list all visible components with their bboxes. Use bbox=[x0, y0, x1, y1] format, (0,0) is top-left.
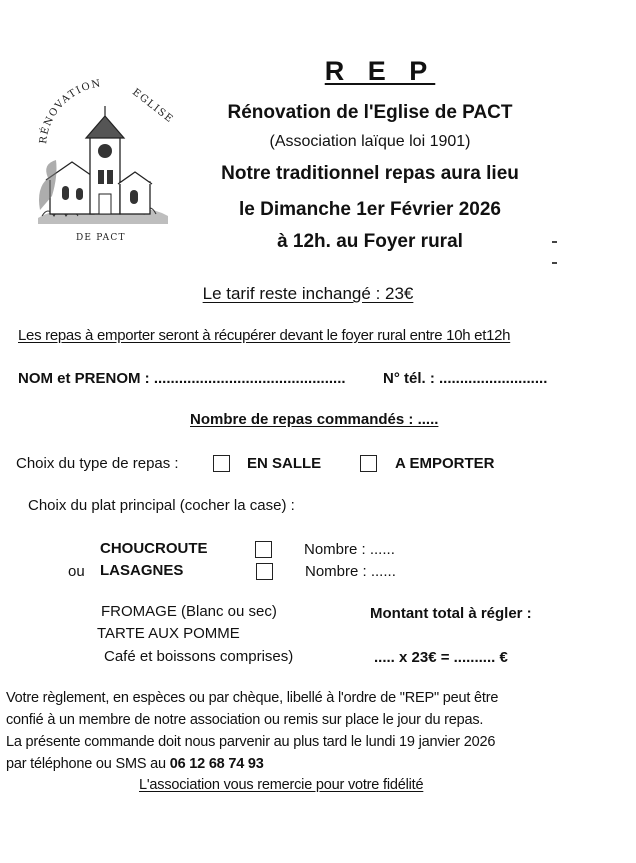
total-formula: ..... x 23€ = .......... € bbox=[374, 649, 508, 666]
choucroute-label: CHOUCROUTE bbox=[100, 540, 208, 557]
tarif-text: Le tarif reste inchangé : 23€ bbox=[202, 284, 414, 303]
meal-type-label: Choix du type de repas : bbox=[16, 455, 179, 472]
a-emporter-checkbox[interactable] bbox=[360, 455, 377, 472]
menu-item-cheese: FROMAGE (Blanc ou sec) bbox=[101, 603, 277, 620]
margin-mark bbox=[552, 241, 557, 243]
logo-top-text: RÉNOVATION bbox=[38, 78, 103, 145]
phone-number: 06 12 68 74 93 bbox=[169, 756, 264, 772]
logo-right-text: EGLISE bbox=[130, 86, 176, 126]
margin-mark bbox=[552, 262, 557, 264]
tel-field-label: N° tél. : .......................... bbox=[383, 370, 548, 387]
choucroute-checkbox[interactable] bbox=[255, 541, 272, 558]
payment-text-line2: confié à un membre de notre association ou remis sur place le jour du repas. bbox=[6, 712, 484, 728]
payment-text-line1: Votre règlement, en espèces ou par chèque, libellé à l'ordre de "REP" peut être bbox=[6, 690, 499, 706]
choucroute-count: Nombre : ...... bbox=[304, 541, 395, 558]
header-association-type: (Association laïque loi 1901) bbox=[269, 133, 471, 150]
menu-item-dessert: TARTE AUX POMME bbox=[97, 625, 240, 642]
en-salle-checkbox[interactable] bbox=[213, 455, 230, 472]
menu-item-drinks: Café et boissons comprises) bbox=[104, 648, 294, 665]
lasagnes-checkbox[interactable] bbox=[256, 563, 273, 580]
pickup-text: Les repas à emporter seront à récupérer devant le foyer rural entre 10h et12h bbox=[18, 327, 511, 344]
lasagnes-count: Nombre : ...... bbox=[305, 563, 396, 580]
lasagnes-label: LASAGNES bbox=[100, 562, 184, 579]
header-title: R E P bbox=[324, 56, 436, 86]
logo-bottom-text: DE PACT bbox=[76, 233, 126, 243]
header-announcement: Notre traditionnel repas aura lieu bbox=[221, 163, 519, 184]
total-label: Montant total à régler : bbox=[370, 605, 532, 622]
church-logo bbox=[28, 78, 188, 248]
meal-count-label: Nombre de repas commandés : ..... bbox=[190, 411, 439, 428]
header-date: le Dimanche 1er Février 2026 bbox=[239, 199, 501, 220]
name-field-label: NOM et PRENOM : .............................................. bbox=[18, 370, 346, 387]
contact-line bbox=[6, 756, 264, 772]
en-salle-label: EN SALLE bbox=[247, 455, 322, 472]
main-dish-label: Choix du plat principal (cocher la case) : bbox=[28, 497, 295, 514]
header-time-place: à 12h. au Foyer rural bbox=[277, 231, 463, 252]
or-label: ou bbox=[68, 563, 85, 580]
header-association-name: Rénovation de l'Eglise de PACT bbox=[227, 102, 513, 123]
a-emporter-label: A EMPORTER bbox=[395, 455, 495, 472]
contact-prefix: par téléphone ou SMS au bbox=[6, 756, 166, 772]
deadline-text: La présente commande doit nous parvenir au plus tard le lundi 19 janvier 2026 bbox=[6, 734, 496, 750]
thanks-text: L'association vous remercie pour votre fidélité bbox=[139, 777, 424, 793]
